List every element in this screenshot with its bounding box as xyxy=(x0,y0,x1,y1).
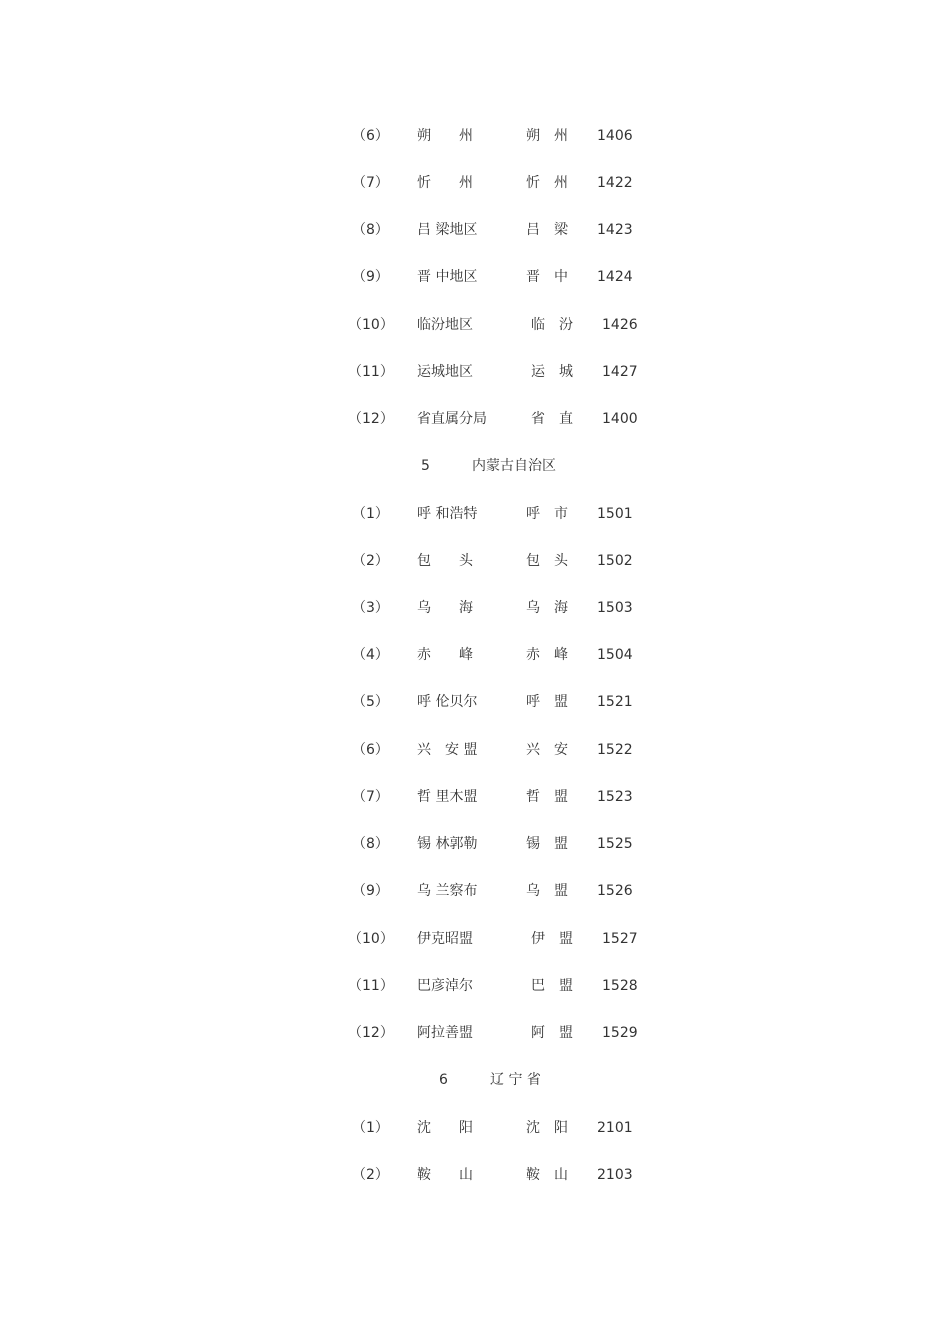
list-item xyxy=(0,360,950,384)
region-code: 1423 xyxy=(597,222,633,238)
region-abbr: 临 汾 xyxy=(531,317,573,333)
region-name: 阿拉善盟 xyxy=(417,1025,473,1041)
region-code: 1400 xyxy=(602,411,638,427)
list-item xyxy=(0,124,950,148)
region-abbr: 兴 安 xyxy=(526,742,568,758)
section-heading xyxy=(0,454,950,478)
region-code: 1406 xyxy=(597,128,633,144)
region-code: 1523 xyxy=(597,789,633,805)
row-index: （7） xyxy=(352,175,389,191)
list-item xyxy=(0,171,950,195)
list-item xyxy=(0,218,950,242)
region-abbr: 晋 中 xyxy=(526,269,568,285)
section-title: 内蒙古自治区 xyxy=(472,458,556,474)
region-abbr: 鞍 山 xyxy=(526,1167,568,1183)
section-number: 5 xyxy=(421,458,430,474)
region-abbr: 乌 海 xyxy=(526,600,568,616)
region-name: 鞍 山 xyxy=(417,1167,473,1183)
region-name: 包 头 xyxy=(417,553,473,569)
region-abbr: 呼 盟 xyxy=(526,694,568,710)
row-index: （8） xyxy=(352,836,389,852)
list-item xyxy=(0,1021,950,1045)
row-index: （9） xyxy=(352,269,389,285)
region-abbr: 朔 州 xyxy=(526,128,568,144)
region-abbr: 阿 盟 xyxy=(531,1025,573,1041)
region-name: 赤 峰 xyxy=(417,647,473,663)
list-item xyxy=(0,265,950,289)
region-name: 锡 林郭勒 xyxy=(417,836,478,852)
region-code: 1422 xyxy=(597,175,633,191)
region-code: 1526 xyxy=(597,883,633,899)
region-abbr: 哲 盟 xyxy=(526,789,568,805)
region-code: 1424 xyxy=(597,269,633,285)
region-abbr: 锡 盟 xyxy=(526,836,568,852)
region-name: 省直属分局 xyxy=(417,411,487,427)
row-index: （1） xyxy=(352,506,389,522)
row-index: （4） xyxy=(352,647,389,663)
list-item xyxy=(0,549,950,573)
region-code: 2101 xyxy=(597,1120,633,1136)
region-code: 1426 xyxy=(602,317,638,333)
region-code: 1503 xyxy=(597,600,633,616)
list-item xyxy=(0,1163,950,1187)
region-name: 晋 中地区 xyxy=(417,269,478,285)
region-abbr: 赤 峰 xyxy=(526,647,568,663)
region-abbr: 省 直 xyxy=(531,411,573,427)
region-name: 巴彦淖尔 xyxy=(417,978,473,994)
row-index: （12） xyxy=(348,411,394,427)
region-code: 1525 xyxy=(597,836,633,852)
row-index: （10） xyxy=(348,931,394,947)
row-index: （12） xyxy=(348,1025,394,1041)
list-item xyxy=(0,502,950,526)
list-item xyxy=(0,313,950,337)
list-item xyxy=(0,738,950,762)
region-abbr: 伊 盟 xyxy=(531,931,573,947)
region-abbr: 沈 阳 xyxy=(526,1120,568,1136)
region-name: 哲 里木盟 xyxy=(417,789,478,805)
row-index: （11） xyxy=(348,364,394,380)
region-abbr: 呼 市 xyxy=(526,506,568,522)
row-index: （6） xyxy=(352,742,389,758)
region-code: 1529 xyxy=(602,1025,638,1041)
row-index: （3） xyxy=(352,600,389,616)
region-name: 乌 兰察布 xyxy=(417,883,478,899)
row-index: （10） xyxy=(348,317,394,333)
region-name: 呼 伦贝尔 xyxy=(417,694,478,710)
region-code: 1427 xyxy=(602,364,638,380)
list-item xyxy=(0,927,950,951)
region-abbr: 巴 盟 xyxy=(531,978,573,994)
list-item xyxy=(0,832,950,856)
row-index: （5） xyxy=(352,694,389,710)
region-name: 吕 梁地区 xyxy=(417,222,478,238)
region-code: 1504 xyxy=(597,647,633,663)
section-heading xyxy=(0,1068,950,1092)
list-item xyxy=(0,785,950,809)
region-name: 临汾地区 xyxy=(417,317,473,333)
list-item xyxy=(0,407,950,431)
region-name: 兴 安 盟 xyxy=(417,742,478,758)
list-item xyxy=(0,596,950,620)
region-abbr: 包 头 xyxy=(526,553,568,569)
section-title: 辽 宁 省 xyxy=(490,1072,541,1088)
row-index: （11） xyxy=(348,978,394,994)
row-index: （2） xyxy=(352,553,389,569)
region-abbr: 忻 州 xyxy=(526,175,568,191)
row-index: （2） xyxy=(352,1167,389,1183)
section-number: 6 xyxy=(439,1072,448,1088)
region-abbr: 乌 盟 xyxy=(526,883,568,899)
row-index: （7） xyxy=(352,789,389,805)
list-item xyxy=(0,643,950,667)
row-index: （9） xyxy=(352,883,389,899)
region-code: 2103 xyxy=(597,1167,633,1183)
region-code: 1502 xyxy=(597,553,633,569)
region-abbr: 吕 梁 xyxy=(526,222,568,238)
region-code: 1527 xyxy=(602,931,638,947)
region-name: 呼 和浩特 xyxy=(417,506,478,522)
list-item xyxy=(0,974,950,998)
region-name: 沈 阳 xyxy=(417,1120,473,1136)
region-code: 1528 xyxy=(602,978,638,994)
region-name: 伊克昭盟 xyxy=(417,931,473,947)
list-item xyxy=(0,1116,950,1140)
list-item xyxy=(0,879,950,903)
region-name: 忻 州 xyxy=(417,175,473,191)
region-name: 运城地区 xyxy=(417,364,473,380)
region-code: 1521 xyxy=(597,694,633,710)
region-name: 朔 州 xyxy=(417,128,473,144)
list-item xyxy=(0,690,950,714)
row-index: （1） xyxy=(352,1120,389,1136)
row-index: （8） xyxy=(352,222,389,238)
region-name: 乌 海 xyxy=(417,600,473,616)
region-code: 1522 xyxy=(597,742,633,758)
region-code: 1501 xyxy=(597,506,633,522)
row-index: （6） xyxy=(352,128,389,144)
region-abbr: 运 城 xyxy=(531,364,573,380)
